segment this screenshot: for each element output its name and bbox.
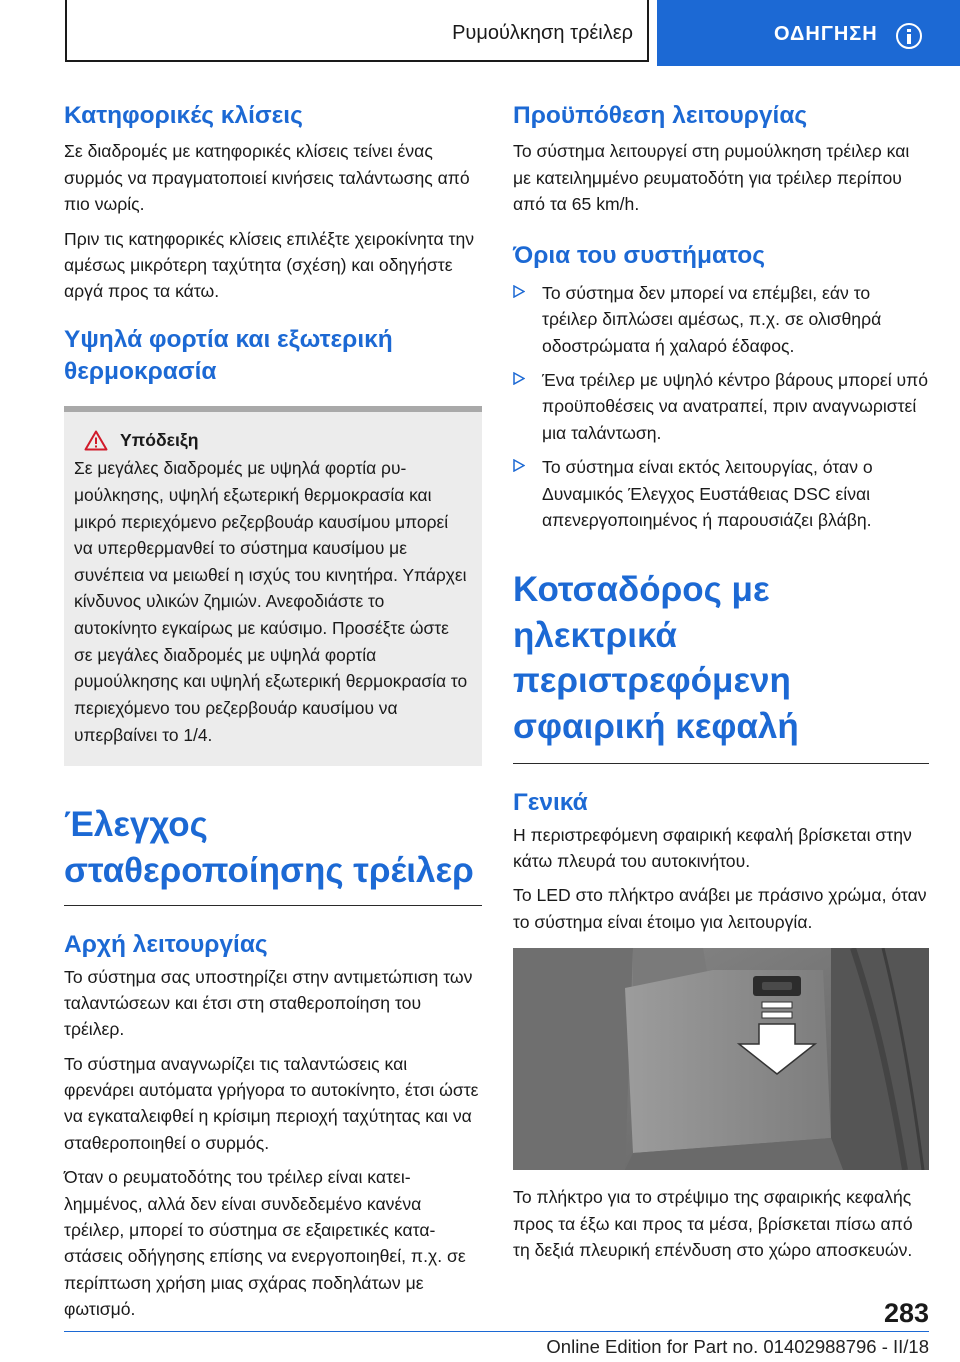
bullet-triangle-icon: [513, 285, 525, 298]
list-item-text: Το σύστημα είναι εκτός λειτουργίας, όταν ο Δυναμικός Έλεγχος Ευστάθειας DSC είναι απενεργοποιημένος ή παρουσιάζει βλάβη.: [542, 457, 873, 530]
divider: [64, 905, 482, 906]
section-title: Ρυμούλκηση τρέιλερ: [452, 22, 633, 44]
paragraph: Η περιστρεφόμενη σφαιρική κεφαλή βρίσκεται στην κάτω πλευρά του αυτοκινήτου.: [513, 824, 912, 872]
list-item-text: Ένα τρέιλερ με υψηλό κέντρο βάρους μπορεί υπό προϋποθέσεις να ανατραπεί, πριν αναγνωριστεί μια ταλάντωση.: [542, 370, 929, 443]
heading-downhill-slopes: Κατηφορικές κλίσεις: [64, 102, 303, 129]
warning-text: Σε μεγάλες διαδρομές με υψηλά φορτία ρυμούλκησης, υψηλή εξωτερική θερμοκρασία και μικρό περιεχόμενο ρεζερβουάρ καυσίμου μπορεί να υπερθερμανθεί το σύστημα καυσίμου με συνέπεια να μειωθεί η ισχύς του κινητήρα. Υπάρχει κίνδυνος υλικών ζημιών. Ανεφοδιάστε το αυτοκίνητο εγκαίρως με καύσιμο. Προσέξτε ώστε σε μεγάλες διαδρομές με υψηλά φορτία ρυμούλκησης και υψηλή εξωτερική θερμοκρασία το περιεχόμενο του ρεζερβουάρ καυσίμου να υπερβαίνει το 1/4.: [74, 458, 468, 745]
limits-list: [513, 280, 929, 534]
warning-icon: [84, 430, 108, 451]
paragraph: Το σύστημα σας υποστηρίζει στην αντιμετώπιση των ταλαντώσεων και έτσι στη σταθεροποίηση του τρέιλερ.: [64, 966, 473, 1040]
chapter-tab[interactable]: [657, 0, 960, 66]
heading-prerequisite: Προϋπόθεση λειτουργίας: [513, 102, 808, 129]
info-icon[interactable]: [896, 23, 922, 49]
list-item: [513, 367, 929, 446]
paragraph: Το σύστημα αναγνωρίζει τις ταλαντώσεις και φρενάρει αυτόματα γρήγορα το αυτοκίνητο, έτσι ώστε να εγκαταλειφθεί η κρίσιμη περιοχή ταχύτητας και να σταθεροποιηθεί ο συρμός.: [64, 1053, 479, 1153]
bullet-triangle-icon: [513, 372, 525, 385]
page-number: 283: [883, 1298, 929, 1328]
paragraph: Όταν ο ρευματοδότης του τρέιλερ είναι κατειλημμένος, αλλά δεν είναι συνδεδεμένο κανένα τρέιλερ, μπορεί το σύστημα σε εξαιρετικές καταστάσεις οδήγησης επίσης να ενεργοποιηθεί, π.χ. σε περίπτωση χρήση μιας σχάρας ποδηλάτων με φωτισμό.: [64, 1167, 466, 1320]
heading-high-loads: Υψηλά φορτία και εξωτερική θερμοκρασία: [64, 325, 393, 385]
heading-system-limits: Όρια του συστήματος: [513, 241, 766, 269]
divider: [513, 763, 929, 764]
list-item-text: Το σύστημα δεν μπορεί να επέμβει, εάν το τρέιλερ διπλώσει αμέσως, π.χ. σε ολισθηρά οδοστρώματα ή χαλαρό έδαφος.: [542, 282, 882, 356]
paragraph: Το LED στο πλήκτρο ανάβει με πράσινο χρώμα, όταν το σύστημα είναι έτοιμο για λειτουργία.: [513, 885, 927, 932]
chapter-title: ΟΔΗΓΗΣΗ: [774, 23, 878, 45]
paragraph: Το σύστημα λειτουργεί στη ρυμούλκηση τρέιλερ και με κατειλημμένο ρευματοδότη για τρέιλερ περίπου από τα 65 km/h.: [513, 141, 910, 215]
list-item: [513, 454, 929, 533]
heading-general: Γενικά: [513, 789, 588, 817]
bullet-triangle-icon: [513, 459, 525, 472]
warning-title: Υπόδειξη: [120, 430, 199, 451]
footer-divider: [64, 1331, 929, 1332]
photo-caption: Το πλήκτρο για το στρέψιμο της σφαιρικής κεφαλής προς τα έξω και προς τα μέσα, βρίσκεται πίσω από τη δεξιά πλευρική επένδυση στο χώρο αποσκευών.: [513, 1187, 913, 1261]
edition-note: Online Edition for Part no. 01402988796 - II/18: [546, 1336, 929, 1357]
list-item: [513, 280, 929, 359]
heading-principle: Αρχή λειτουργίας: [64, 931, 268, 959]
left-column: [64, 100, 482, 1323]
heading-electric-hitch: Κοτσαδόρος με ηλεκτρικά περιστρεφόμενη σφαιρική κεφαλή: [513, 570, 799, 746]
heading-trailer-stability: Έλεγχος σταθεροποίησης τρέιλερ: [64, 805, 474, 890]
warning-header: [74, 430, 468, 451]
right-column: [513, 100, 929, 1263]
header-section-box: [65, 0, 649, 62]
paragraph: Σε διαδρομές με κατηφορικές κλίσεις τείνει ένας συρμός να πραγματοποιεί κινήσεις ταλάντωσης από πιο νωρίς.: [64, 141, 470, 215]
trunk-button-photo: [513, 948, 929, 1170]
paragraph: Πριν τις κατηφορικές κλίσεις επιλέξτε χειροκίνητα την αμέσως μικρότερη ταχύτητα (σχέση) και οδηγήστε αργά προς τα κάτω.: [64, 228, 475, 302]
warning-box: [64, 406, 482, 766]
